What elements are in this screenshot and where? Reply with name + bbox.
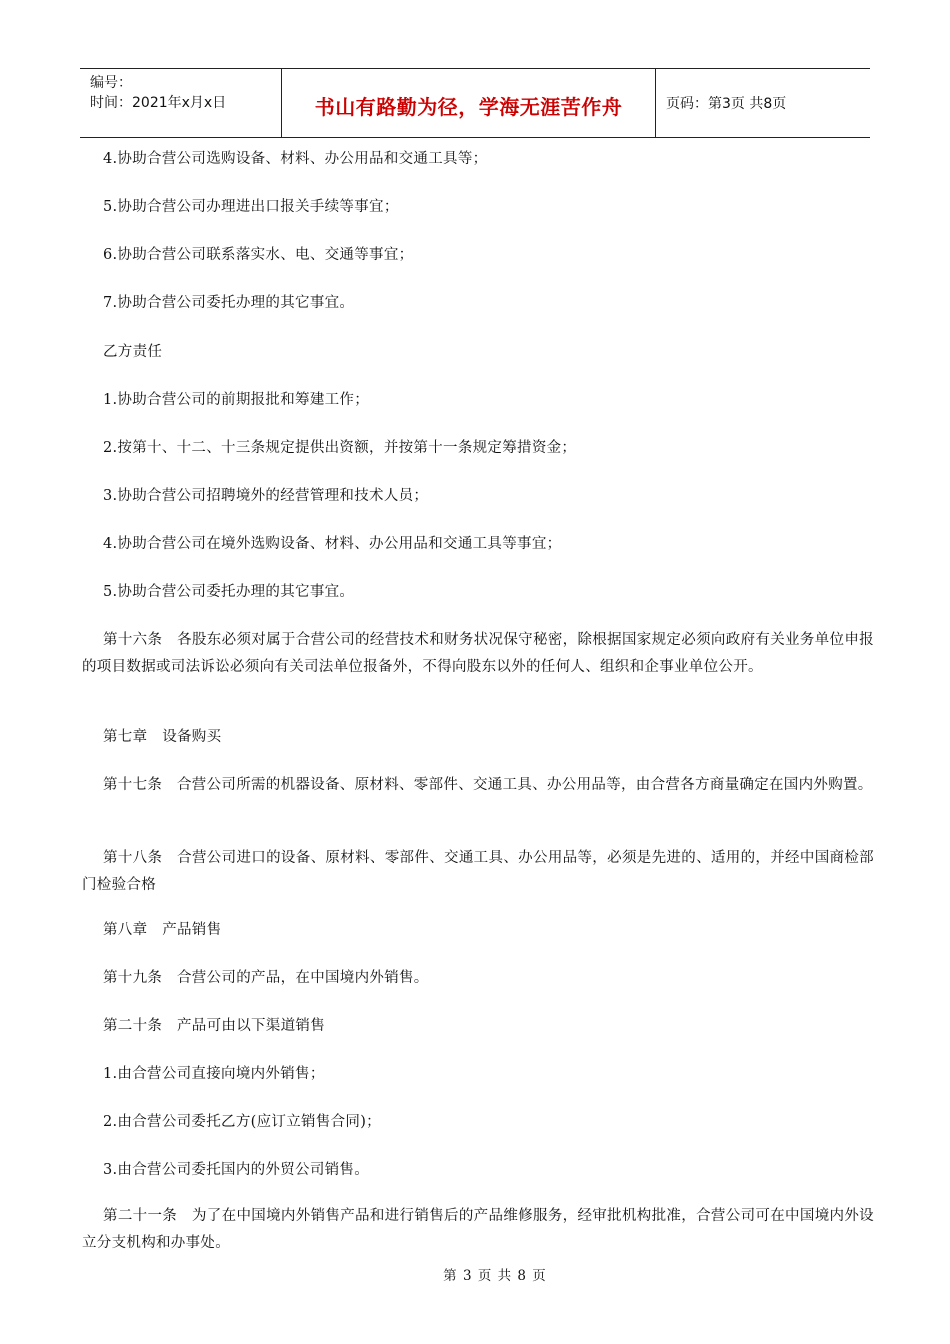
paragraph: 2.按第十、十二、十三条规定提供出资额，并按第十一条规定筹措资金； — [103, 440, 577, 456]
header-motto: 书山有路勤为径，学海无涯苦作舟 — [314, 94, 623, 119]
header-page-info: 页码：第3页 共8页 — [666, 96, 787, 112]
paragraph: 1.由合营公司直接向境内外销售； — [103, 1066, 325, 1082]
chapter-heading: 第八章 产品销售 — [103, 922, 222, 938]
page-header — [80, 68, 870, 138]
paragraph: 7.协助合营公司委托办理的其它事宜。 — [103, 295, 355, 311]
paragraph: 第十八条 合营公司进口的设备、原材料、零部件、交通工具、办公用品等，必须是先进的、适用的，并经中国商检部门检验合格 — [82, 850, 874, 893]
paragraph: 6.协助合营公司联系落实水、电、交通等事宜； — [103, 247, 414, 263]
chapter-heading: 第七章 设备购买 — [103, 729, 222, 745]
paragraph: 第二十一条 为了在中国境内外销售产品和进行销售后的产品维修服务，经审批机构批准，合营公司可在中国境内外设立分支机构和办事处。 — [82, 1208, 874, 1251]
paragraph: 第十九条 合营公司的产品，在中国境内外销售。 — [103, 970, 429, 986]
paragraph: 2.由合营公司委托乙方(应订立销售合同)； — [103, 1114, 381, 1130]
header-page-cell — [656, 69, 870, 137]
paragraph: 第二十条 产品可由以下渠道销售 — [103, 1018, 325, 1034]
header-meta — [80, 69, 282, 137]
paragraph: 5.协助合营公司委托办理的其它事宜。 — [103, 584, 355, 600]
paragraph: 4.协助合营公司选购设备、材料、办公用品和交通工具等； — [103, 151, 488, 167]
paragraph: 4.协助合营公司在境外选购设备、材料、办公用品和交通工具等事宜； — [103, 536, 562, 552]
paragraph: 第十六条 各股东必须对属于合营公司的经营技术和财务状况保守秘密，除根据国家规定必须向政府有关业务单位申报的项目数据或司法诉讼必须向有关司法单位报备外，不得向股东以外的任何人、组织和企事业单位公开。 — [82, 632, 874, 675]
paragraph: 3.协助合营公司招聘境外的经营管理和技术人员； — [103, 488, 429, 504]
paragraph: 第十七条 合营公司所需的机器设备、原材料、零部件、交通工具、办公用品等，由合营各方商量确定在国内外购置。 — [103, 777, 873, 793]
section-heading: 乙方责任 — [103, 344, 163, 360]
page-footer: 第 3 页 共 8 页 — [443, 1268, 547, 1284]
document-date: 时间：2021年x月x日 — [90, 95, 227, 111]
paragraph: 5.协助合营公司办理进出口报关手续等事宜； — [103, 199, 399, 215]
paragraph: 3.由合营公司委托国内的外贸公司销售。 — [103, 1162, 370, 1178]
header-motto-cell — [282, 69, 656, 137]
document-number: 编号： — [90, 75, 132, 91]
paragraph: 1.协助合营公司的前期报批和筹建工作； — [103, 392, 370, 408]
